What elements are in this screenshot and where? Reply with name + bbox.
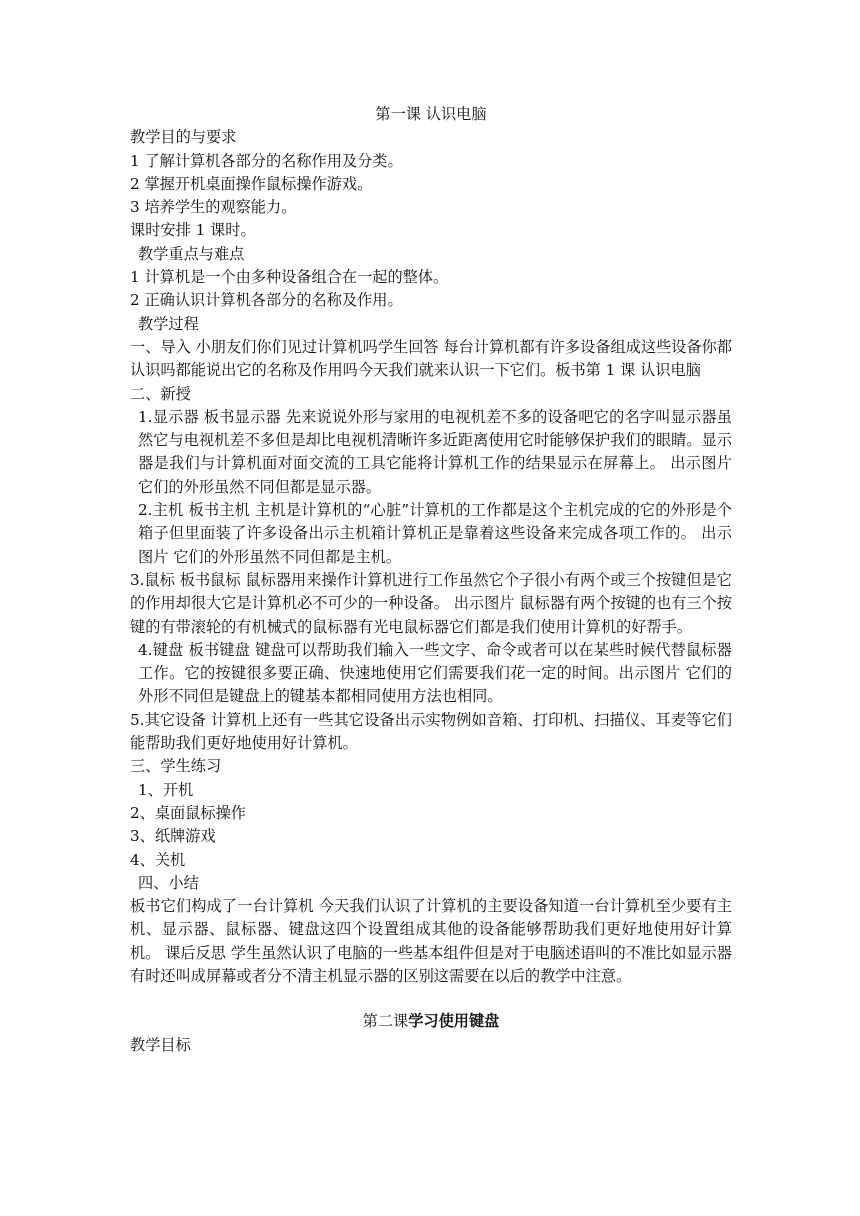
goal-item: 1 了解计算机各部分的名称作用及分类。 bbox=[130, 151, 403, 170]
new-heading: 二、新授 bbox=[130, 384, 191, 403]
practice-item: 3、纸牌游戏 bbox=[130, 827, 216, 846]
lesson1-title: 第一课 认识电脑 bbox=[375, 105, 487, 123]
document-page bbox=[130, 103, 732, 1057]
intro-paragraph: 一、导入 小朋友们你们见过计算机吗学生回答 每台计算机都有许多设备组成这些设备你都认识吗都能说出它的名称及作用吗今天我们就来认识一下它们。板书第 1 课 认识电脑 bbox=[130, 337, 732, 380]
lesson2-goals-heading: 教学目标 bbox=[130, 1035, 191, 1054]
practice-heading: 三、学生练习 bbox=[130, 757, 222, 776]
summary-heading: 四、小结 bbox=[138, 873, 199, 892]
new-item-mouse: 3.鼠标 板书鼠标 鼠标器用来操作计算机进行工作虽然它个子很小有两个或三个按键但是它的作用却很大它是计算机必不可少的一种设备。 出示图片 鼠标器有两个按键的也有三个按键的有带滚轮的有机械式的鼠标器有光电鼠标器它们都是我们使用计算机的好帮手。 bbox=[130, 570, 732, 636]
new-item-monitor: 1.显示器 板书显示器 先来说说外形与家用的电视机差不多的设备吧它的名字叫显示器虽然它与电视机差不多但是却比电视机清晰许多近距离使用它时能够保护我们的眼睛。显示器是我们与计算机面对面交流的工具它能将计算机工作的结果显示在屏幕上。 出示图片 它们的外形虽然不同但都是显示器。 bbox=[138, 407, 732, 496]
goal-item: 2 掌握开机桌面操作鼠标操作游戏。 bbox=[130, 174, 373, 193]
process-heading: 教学过程 bbox=[138, 314, 199, 333]
practice-item: 4、关机 bbox=[130, 850, 186, 869]
lesson2-title-prefix: 第二课 bbox=[362, 1012, 409, 1031]
key-point-item: 1 计算机是一个由多种设备组合在一起的整体。 bbox=[130, 268, 449, 287]
new-item-keyboard: 4.键盘 板书键盘 键盘可以帮助我们输入一些文字、命令或者可以在某些时候代替鼠标器工作。它的按键很多要正确、快速地使用它们需要我们花一定的时间。出示图片 它们的外形不同但是键盘上的键基本都相同使用方法也相同。 bbox=[138, 640, 732, 706]
lesson2-title bbox=[130, 1010, 732, 1033]
new-item-other: 5.其它设备 计算机上还有一些其它设备出示实物例如音箱、打印机、扫描仪、耳麦等它们能帮助我们更好地使用好计算机。 bbox=[130, 710, 732, 753]
new-item-host: 2.主机 板书主机 主机是计算机的“心脏”计算机的工作都是这个主机完成的它的外形是个箱子但里面装了许多设备出示主机箱计算机正是靠着这些设备来完成各项工作的。 出示图片 它们的外形虽然不同但都是主机。 bbox=[138, 501, 732, 566]
schedule: 课时安排 1 课时。 bbox=[130, 221, 256, 240]
goal-item: 3 培养学生的观察能力。 bbox=[130, 198, 297, 217]
lesson2-title-main: 学习使用键盘 bbox=[408, 1012, 500, 1031]
goals-heading: 教学目的与要求 bbox=[130, 128, 237, 147]
summary-paragraph: 板书它们构成了一台计算机 今天我们认识了计算机的主要设备知道一台计算机至少要有主机、显示器、鼠标器、键盘这四个设置组成其他的设备能够帮助我们更好地使用好计算机。 课后反思 学生虽然认识了电脑的一些基本组件但是对于电脑述语叫的不准比如显示器有时还叫成屏幕或者分不清主机显示器的区别这需要在以后的教学中注意。 bbox=[130, 897, 732, 985]
practice-item: 1、开机 bbox=[138, 780, 194, 799]
practice-item: 2、桌面鼠标操作 bbox=[130, 803, 246, 822]
key-points-heading: 教学重点与难点 bbox=[138, 244, 245, 263]
key-point-item: 2 正确认识计算机各部分的名称及作用。 bbox=[130, 291, 403, 310]
